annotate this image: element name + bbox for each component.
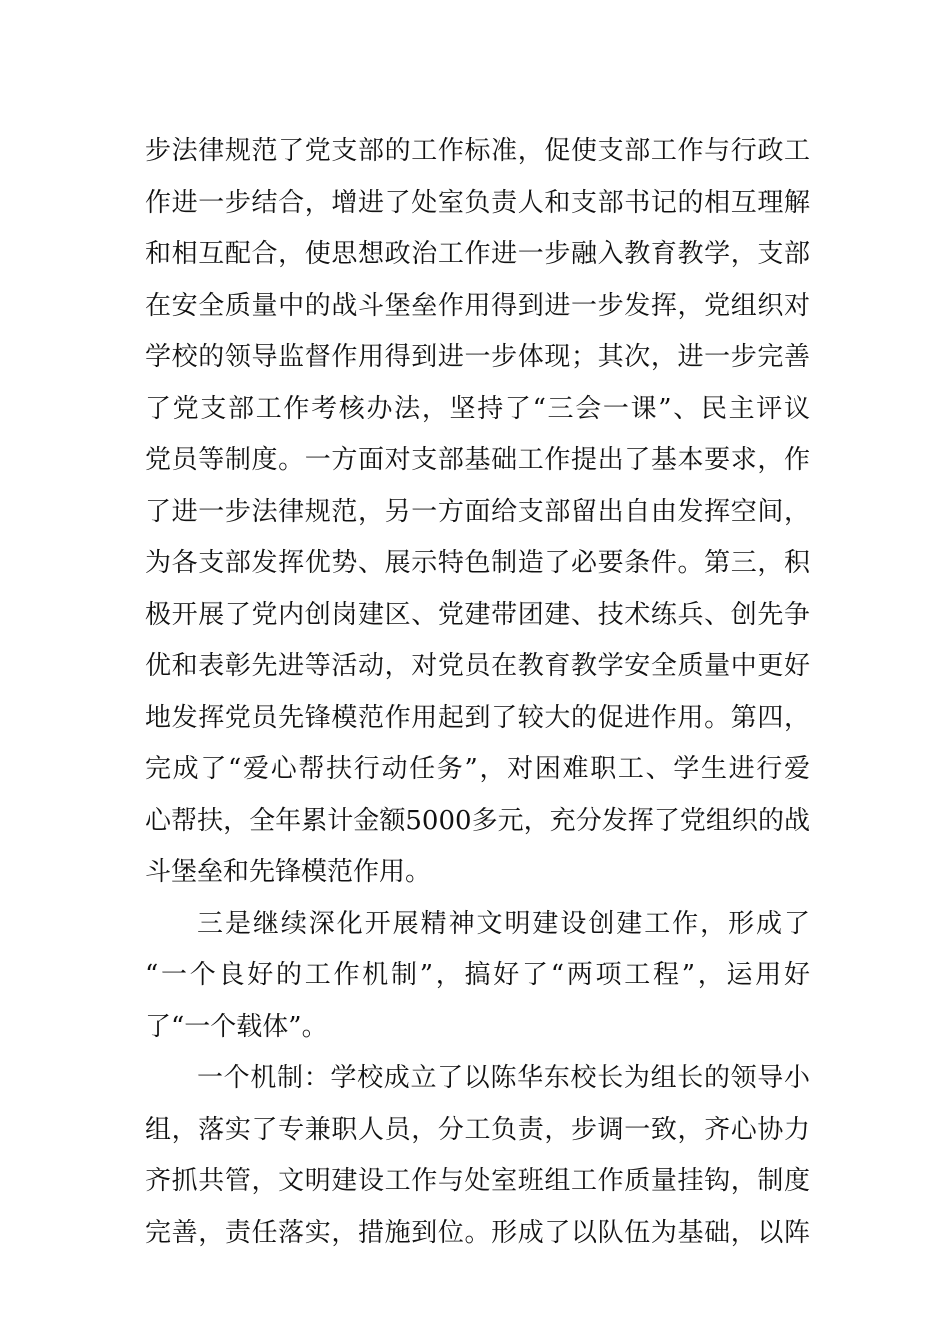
text-line: 极开展了党内创岗建区、党建带团建、技术练兵、创先争 <box>145 599 810 630</box>
text-line: 作进一步结合，增进了处室负责人和支部书记的相互理解 <box>145 187 810 218</box>
text-line: 一个机制：学校成立了以陈华东校长为组长的领导小 <box>197 1063 810 1093</box>
paragraph-2 <box>145 899 810 1054</box>
text-line: 了进一步法律规范，另一方面给支部留出自由发挥空间， <box>145 496 810 527</box>
text-line: 完成了“爱心帮扶行动任务”，对困难职工、学生进行爱 <box>145 754 810 784</box>
text-line: 齐抓共管，文明建设工作与处室班组工作质量挂钩，制度 <box>145 1166 810 1196</box>
text-line: 在安全质量中的战斗堡垒作用得到进一步发挥，党组织对 <box>145 290 810 321</box>
text-line: 组，落实了专兼职人员，分工负责，步调一致，齐心协力 <box>145 1114 810 1145</box>
text-line: 三是继续深化开展精神文明建设创建工作，形成了 <box>197 908 810 939</box>
text-line: 为各支部发挥优势、展示特色制造了必要条件。第三，积 <box>145 548 810 578</box>
document-body <box>145 126 810 1259</box>
text-line: 学校的领导监督作用得到进一步体现；其次，进一步完善 <box>145 342 810 372</box>
paragraph-3 <box>145 1053 810 1259</box>
text-line: 地发挥党员先锋模范作用起到了较大的促进作用。第四， <box>145 702 810 733</box>
text-line: 斗堡垒和先锋模范作用。 <box>145 857 432 887</box>
text-line: 党员等制度。一方面对支部基础工作提出了基本要求，作 <box>145 445 810 475</box>
text-line: 完善，责任落实，措施到位。形成了以队伍为基础，以阵 <box>145 1217 810 1248</box>
text-line: 优和表彰先进等活动，对党员在教育教学安全质量中更好 <box>145 651 810 681</box>
text-line: “一个良好的工作机制”，搞好了“两项工程”，运用好 <box>145 960 810 990</box>
text-line: 了党支部工作考核办法，坚持了“三会一课”、民主评议 <box>145 393 810 424</box>
paragraph-1 <box>145 126 810 899</box>
text-line: 了“一个载体”。 <box>145 1011 328 1042</box>
text-line: 步法律规范了党支部的工作标准，促使支部工作与行政工 <box>145 136 810 166</box>
text-line: 心帮扶，全年累计金额5000多元，充分发挥了党组织的战 <box>145 805 810 836</box>
text-line: 和相互配合，使思想政治工作进一步融入教育教学，支部 <box>145 239 810 269</box>
